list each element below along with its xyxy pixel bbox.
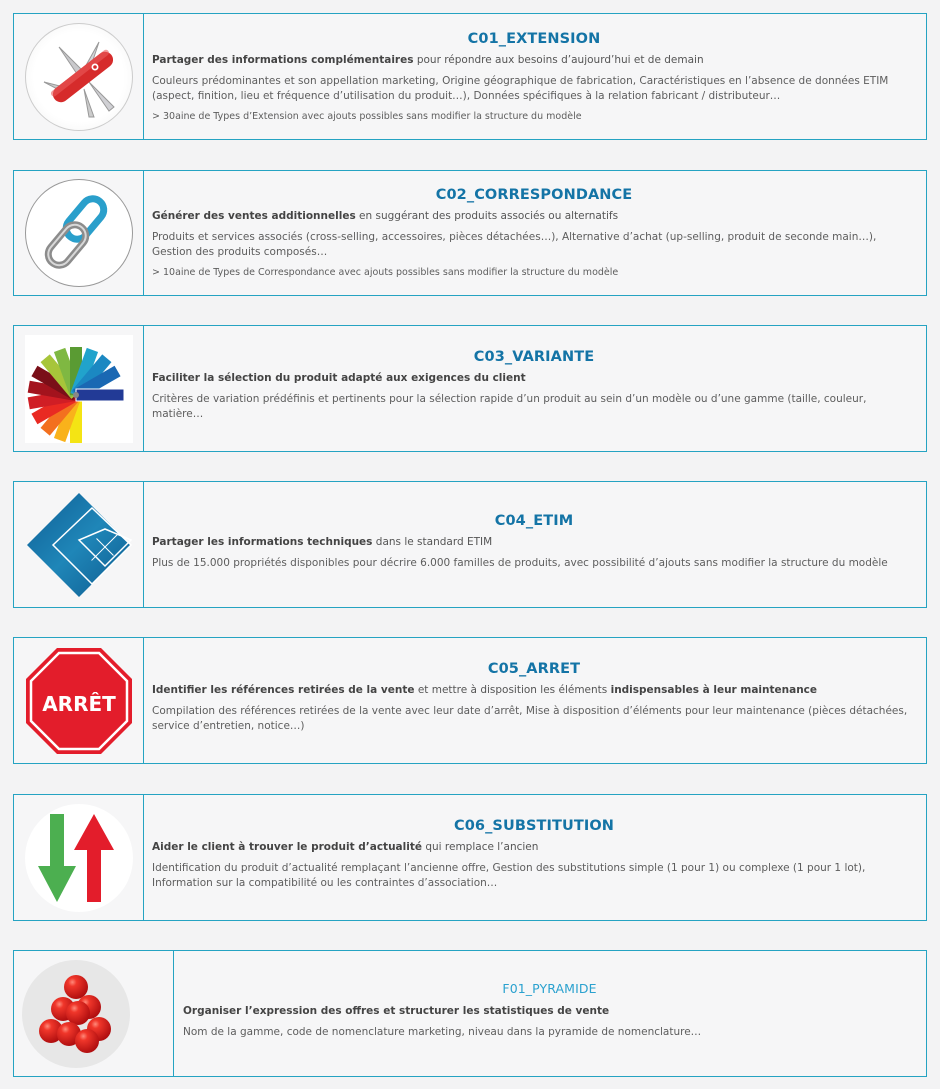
card-description: Identification du produit d’actualité remplaçant l’ancienne offre, Gestion des substitutions simple (1 pour 1) ou complexe (1 pour 1 lot), Information sur la compatibilité ou les contraintes d’association… [152, 862, 866, 889]
card-thumbnail [14, 795, 144, 920]
card-thumbnail [14, 638, 144, 763]
up-down-arrows-icon [25, 804, 133, 912]
card-description: Critères de variation prédéfinis et pertinents pour la sélection rapide d’un produit au sein d’un modèle ou d’une gamme (taille, couleur, matière… [152, 393, 867, 420]
card-body [144, 482, 926, 607]
card-thumbnail [14, 482, 144, 607]
card-lead [152, 535, 916, 549]
chain-link-icon [25, 179, 133, 287]
card-title: F01_PYRAMIDE [502, 981, 597, 996]
card-lead-bold: Partager les informations techniques [152, 535, 373, 548]
card-lead-rest: et mettre à disposition les éléments [414, 684, 611, 696]
card-title: C03_VARIANTE [473, 349, 595, 365]
red-balls-pyramid-icon [22, 960, 130, 1068]
card-lead-bold-2: indispensables à leur maintenance [610, 684, 818, 696]
color-swatch-fan-icon [25, 335, 133, 443]
stop-sign-icon [25, 647, 133, 755]
card-lead [152, 53, 916, 67]
card-lead [183, 1004, 916, 1018]
card-lead [152, 371, 916, 385]
card-lead-rest: dans le standard ETIM [372, 535, 493, 548]
card-thumbnail [14, 14, 144, 139]
card-thumbnail [14, 326, 144, 451]
card-c01-extension [13, 13, 927, 140]
card-title: C04_ETIM [494, 512, 574, 529]
swiss-knife-icon [25, 23, 133, 131]
card-lead [152, 683, 916, 697]
card-title: C06_SUBSTITUTION [453, 818, 615, 834]
card-lead-bold: Identifier les références retirées de la vente [152, 684, 415, 696]
card-lead-bold: Partager des informations complémentaires [152, 53, 414, 66]
card-body [174, 951, 926, 1076]
card-thumbnail [14, 951, 174, 1076]
card-note: > 10aine de Types de Correspondance avec ajouts possibles sans modifier la structure du modèle [152, 267, 619, 278]
card-title: C01_EXTENSION [467, 30, 601, 47]
card-description: Nom de la gamme, code de nomenclature marketing, niveau dans la pyramide de nomenclature… [183, 1026, 702, 1038]
card-body [144, 638, 926, 763]
card-c06-substitution [13, 794, 927, 921]
card-lead [152, 209, 916, 223]
card-title: C05_ARRET [487, 661, 581, 677]
card-lead-bold: Faciliter la sélection du produit adapté aux exigences du client [152, 372, 526, 384]
card-c05-arret [13, 637, 927, 764]
card-lead-rest: pour répondre aux besoins d’aujourd’hui et de demain [413, 53, 704, 66]
svg-text:ARRÊT: ARRÊT [41, 691, 116, 716]
card-lead-bold: Générer des ventes additionnelles [152, 210, 356, 222]
card-description: Produits et services associés (cross-selling, accessoires, pièces détachées…), Alternative d’achat (up-selling, produit de seconde main…), Gestion des produits composés… [152, 231, 877, 258]
card-note: > 30aine de Types d’Extension avec ajouts possibles sans modifier la structure du modèle [152, 110, 582, 122]
card-description: Plus de 15.000 propriétés disponibles pour décrire 6.000 familles de produits, avec possibilité d’ajouts sans modifier la structure du modèle [152, 556, 888, 569]
card-lead-bold: Organiser l’expression des offres et structurer les statistiques de vente [183, 1005, 610, 1017]
card-lead-rest: qui remplace l’ancien [421, 841, 539, 853]
card-title: C02_CORRESPONDANCE [435, 187, 633, 203]
card-body [144, 326, 926, 451]
card-body [144, 795, 926, 920]
etim-diamond-logo-icon [25, 491, 133, 599]
card-thumbnail [14, 171, 144, 295]
card-lead-rest: en suggérant des produits associés ou alternatifs [355, 210, 619, 222]
card-description: Compilation des références retirées de la vente avec leur date d’arrêt, Mise à disposition d’éléments pour leur maintenance (pièces détachées, service d’entretien, notice…) [152, 705, 908, 732]
card-lead [152, 840, 916, 854]
card-description: Couleurs prédominantes et son appellation marketing, Origine géographique de fabrication, Caractéristiques en l’absence de données ETIM (aspect, finition, lieu et fréquence d’utilisation du produit…), Données spécifiques à la relation fabricant / distributeur… [152, 74, 889, 102]
card-c04-etim [13, 481, 927, 608]
card-c02-correspondance [13, 170, 927, 296]
card-c03-variante [13, 325, 927, 452]
card-lead-bold: Aider le client à trouver le produit d’actualité [152, 841, 422, 853]
card-body [144, 171, 926, 295]
card-f01-pyramide [13, 950, 927, 1077]
card-body [144, 14, 926, 139]
